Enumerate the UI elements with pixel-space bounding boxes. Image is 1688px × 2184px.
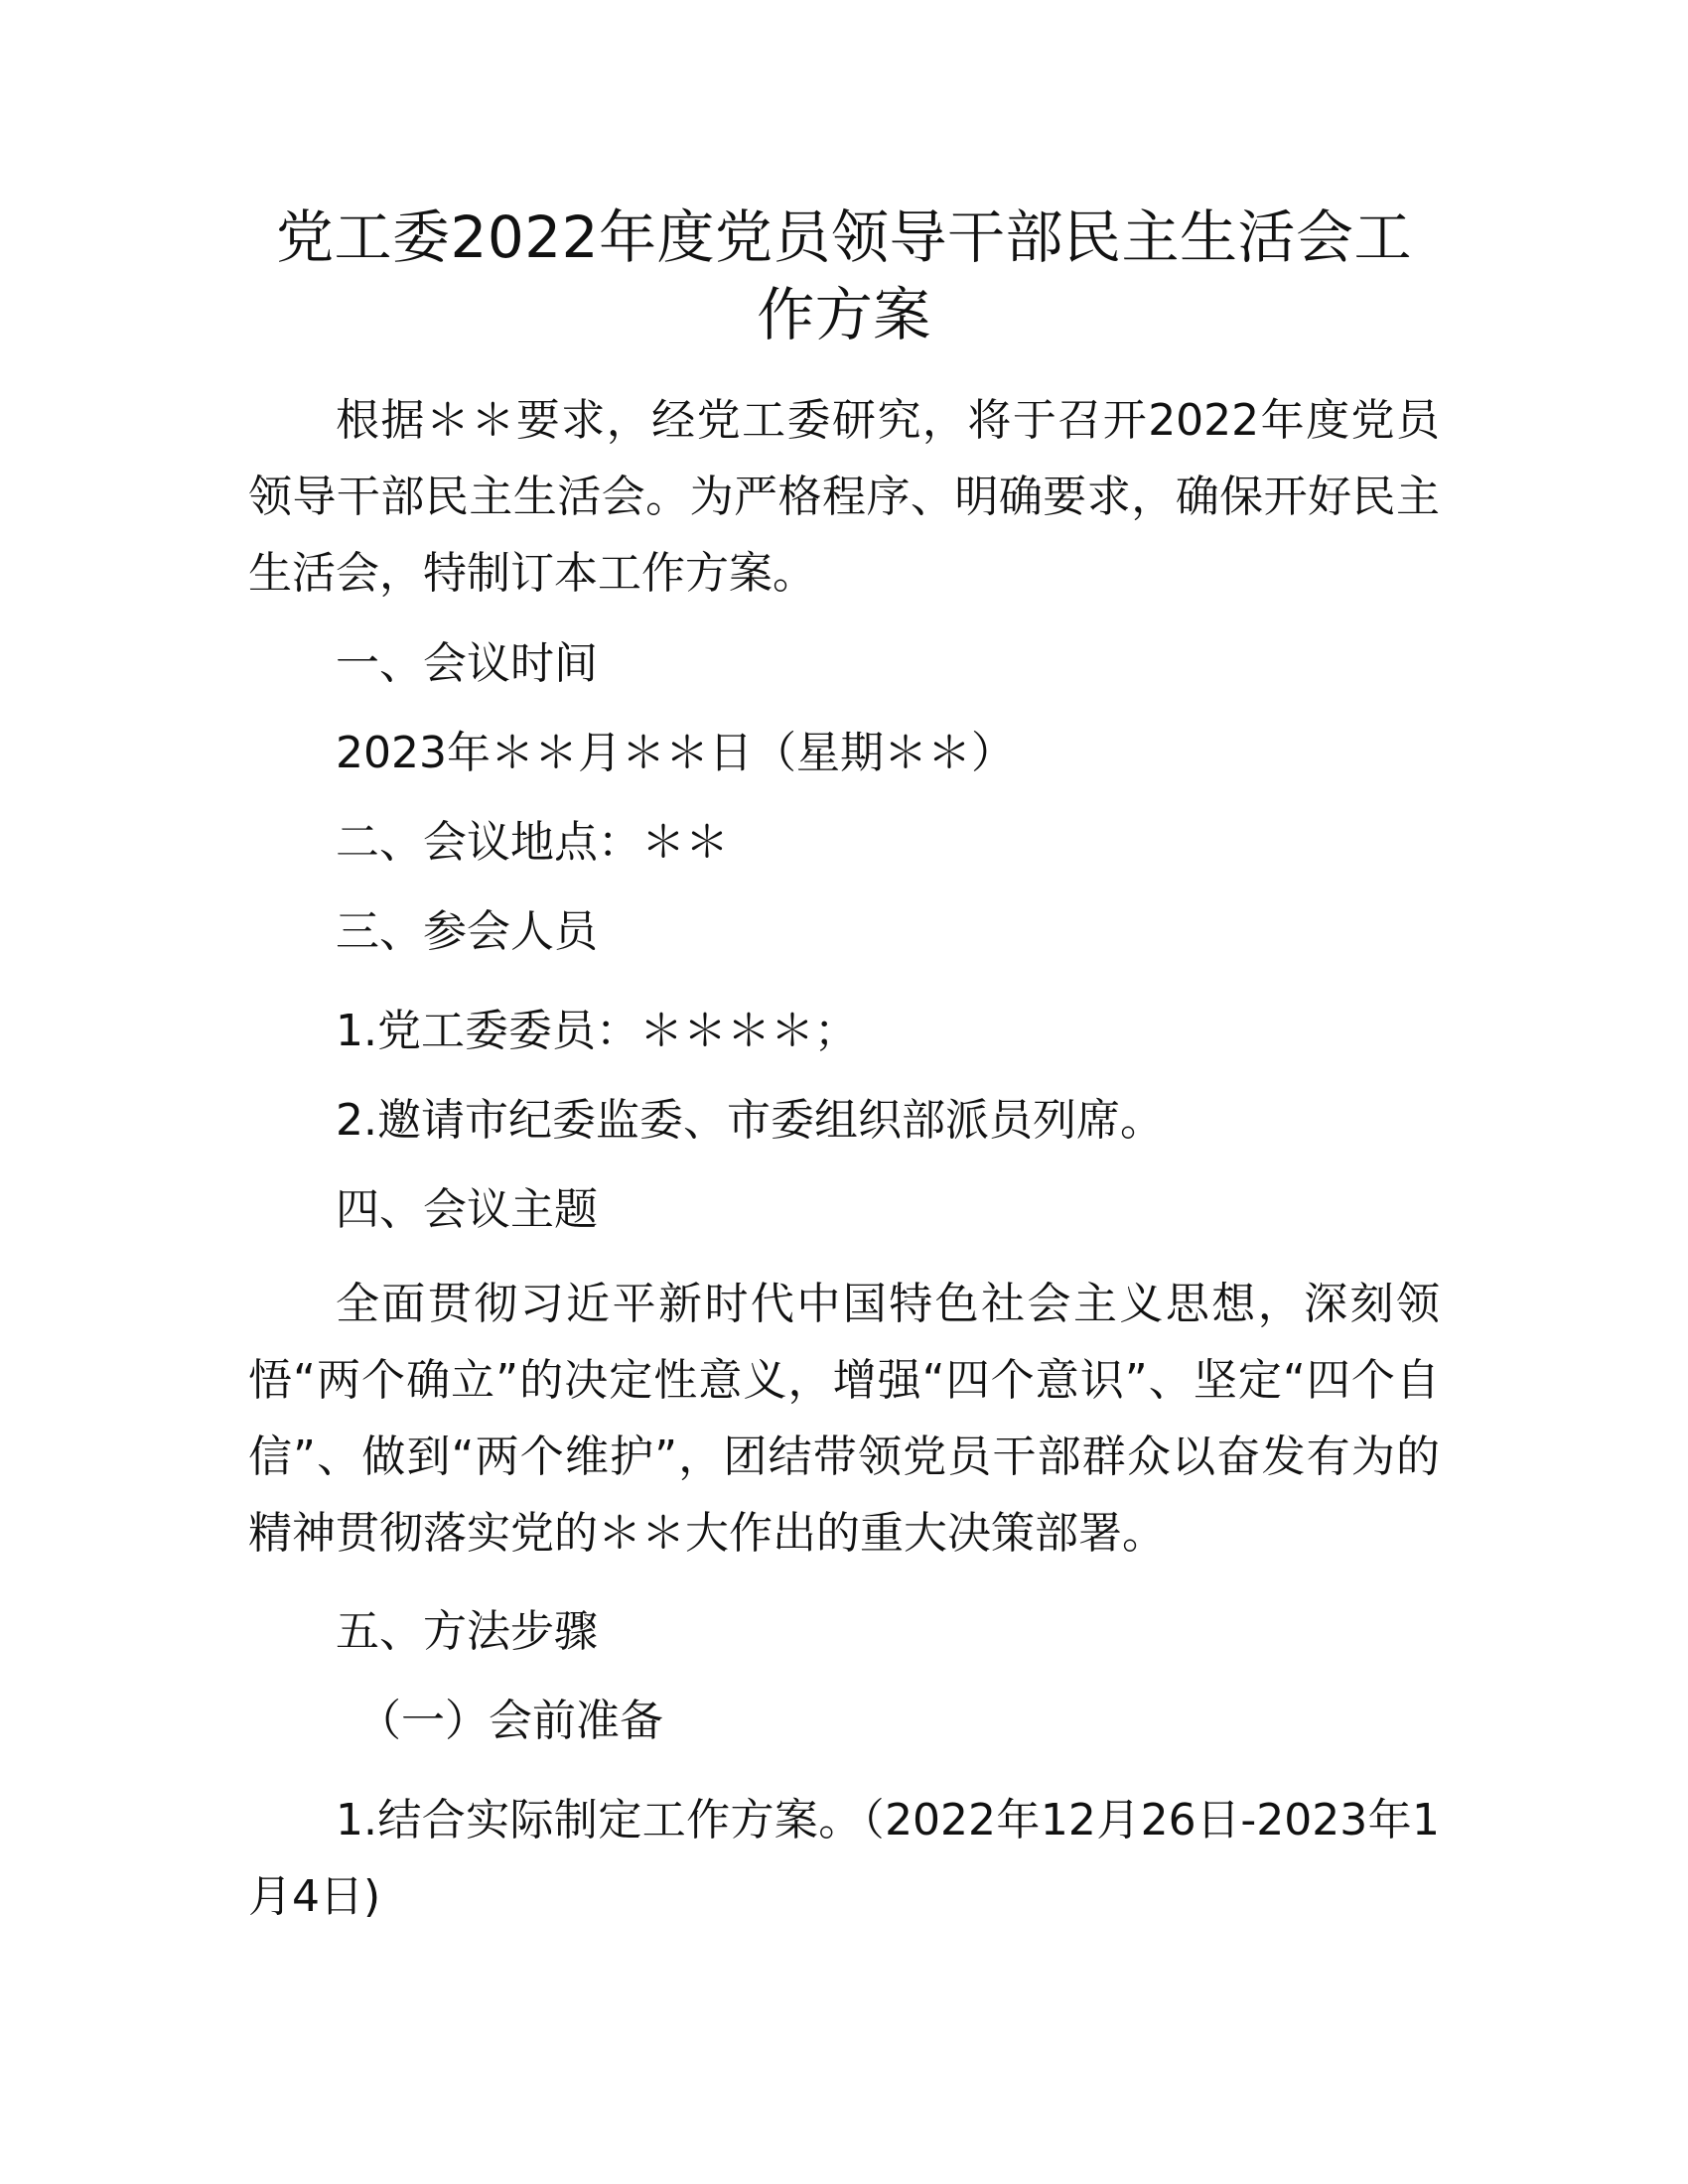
attendee-item-1: 1.党工委委员：＊＊＊＊；: [336, 1006, 858, 1056]
meeting-date: 2023年＊＊月＊＊日（星期＊＊）: [336, 728, 1015, 778]
intro-paragraph: 根据＊＊要求，经党工委研究，将于召开2022年度党员领导干部民主生活会。为严格程序、明确要求，确保开好民主生活会，特制订本工作方案。: [248, 395, 1440, 599]
document-title: 党工委2022年度党员领导干部民主生活会工作方案: [275, 204, 1413, 348]
section-heading-attendees: 三、参会人员: [336, 906, 598, 957]
section-heading-meeting-time: 一、会议时间: [336, 638, 598, 689]
section-heading-meeting-theme: 四、会议主题: [336, 1184, 598, 1235]
section-heading-meeting-place: 二、会议地点：＊＊: [336, 817, 729, 868]
preparation-item-1: 1.结合实际制定工作方案。（2022年12月26日-2023年1月4日): [248, 1795, 1440, 1922]
subsection-heading-preparation: （一）会前准备: [357, 1696, 663, 1746]
attendee-item-2: 2.邀请市纪委监委、市委组织部派员列席。: [336, 1095, 1164, 1146]
section-heading-method-steps: 五、方法步骤: [336, 1606, 598, 1657]
theme-paragraph: 全面贯彻习近平新时代中国特色社会主义思想，深刻领悟“两个确立”的决定性意义，增强“四个意识”、坚定“四个自信”、做到“两个维护”，团结带领党员干部群众以奋发有为的精神贯彻落实党的＊＊大作出的重大决策部署。: [248, 1279, 1440, 1559]
